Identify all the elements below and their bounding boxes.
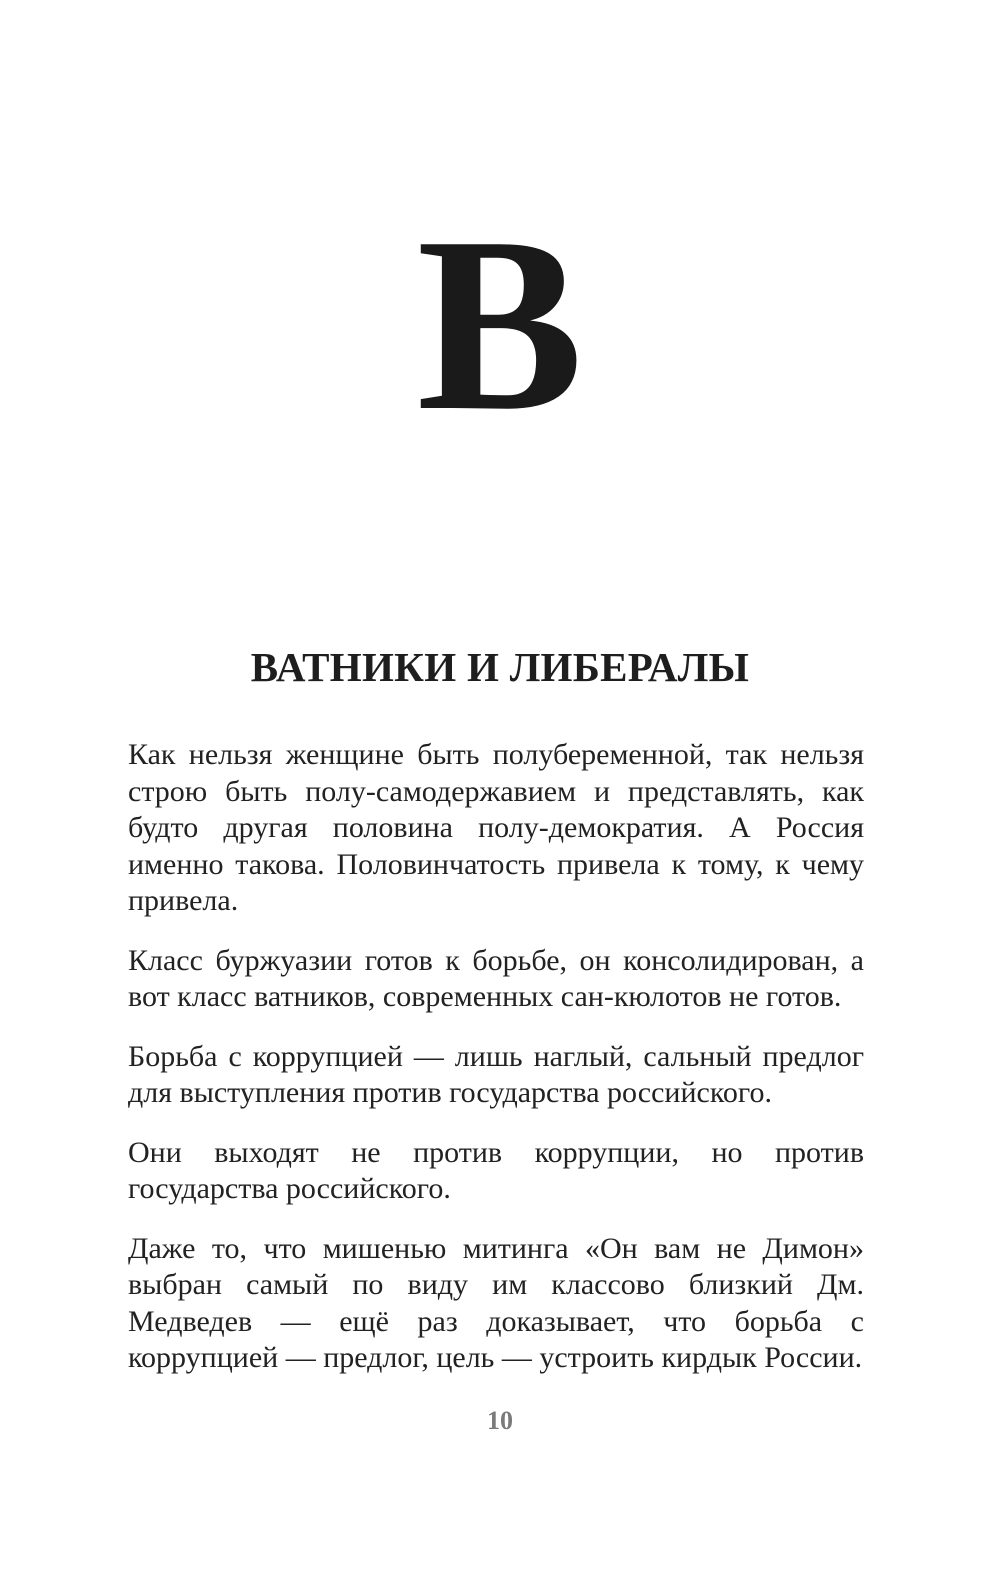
paragraph: Борьба с коррупцией — лишь наглый, сальный предлог для выступления против государства российского. xyxy=(128,1039,864,1109)
paragraph: Даже то, что мишенью митинга «Он вам не Димон» выбран самый по виду им классово близкий Дм. Медведев — ещё раз доказывает, что борьба с коррупцией — предлог, цель — устроить кирдык России. xyxy=(128,1231,864,1374)
section-letter: В xyxy=(416,186,584,463)
paragraph: Как нельзя женщине быть полубеременной, так нельзя строю быть полу-самодержавием и представлять, как будто другая половина полу-демократия. А Россия именно такова. Половинчатость привела к тому, к чему привела. xyxy=(128,738,864,917)
paragraph: Класс буржуазии готов к борьбе, он консолидирован, а вот класс ватников, современных сан-кюлотов не готов. xyxy=(128,943,864,1013)
paragraph: Они выходят не против коррупции, но против государства российского. xyxy=(128,1135,864,1205)
body-text xyxy=(128,737,864,1400)
chapter-title: ВАТНИКИ И ЛИБЕРАЛЫ xyxy=(250,644,750,690)
page-number: 10 xyxy=(487,1406,513,1435)
